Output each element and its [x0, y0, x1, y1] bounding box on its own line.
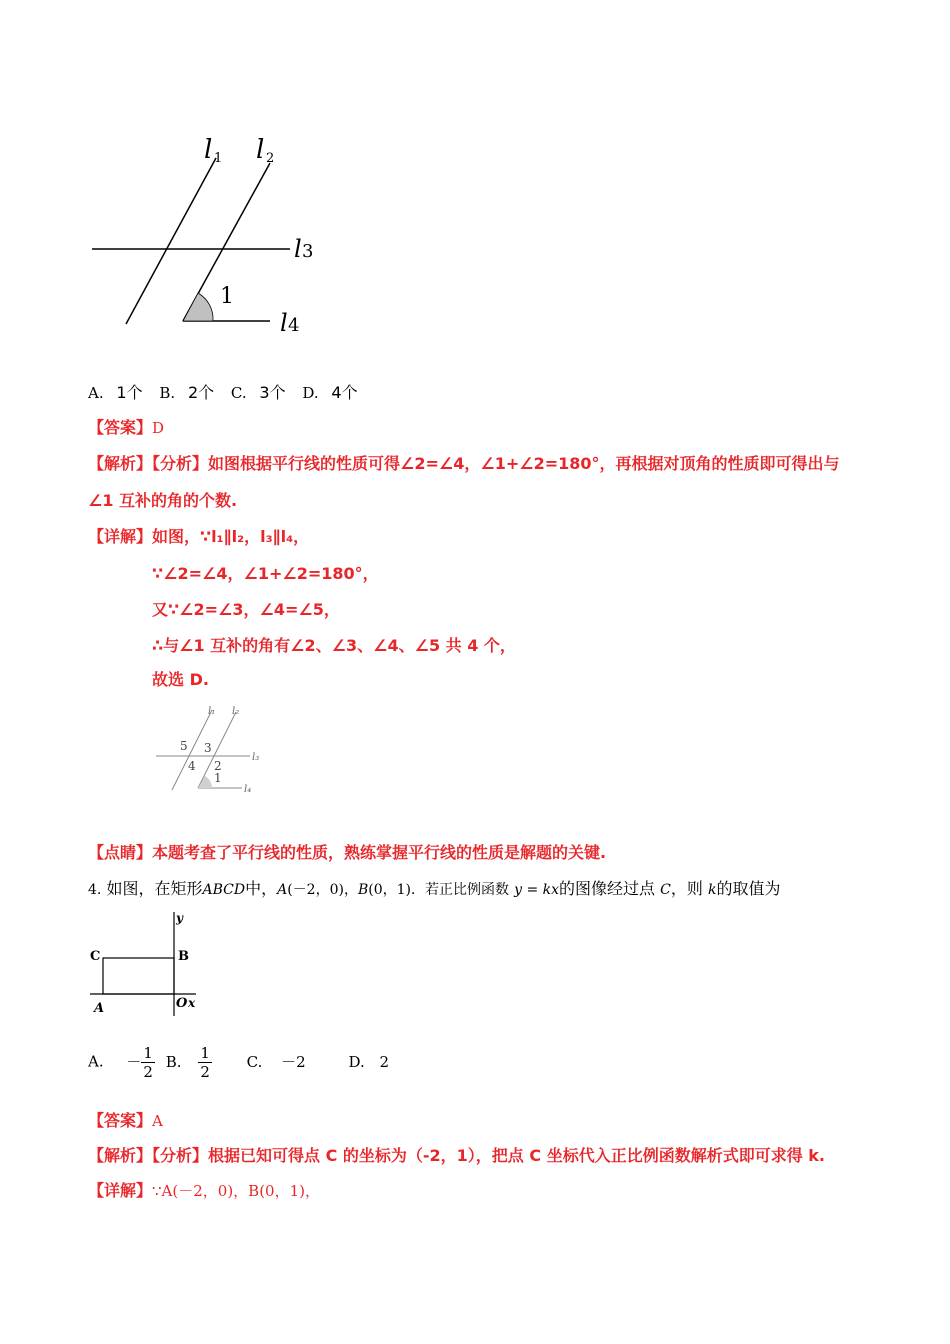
- q4-number: 4.: [88, 882, 102, 898]
- q4-coord-b: (0，1)．若正比例函数: [368, 882, 510, 898]
- q4-stem-b: 中，: [245, 879, 278, 898]
- label-l2: l: [256, 135, 265, 165]
- q4-option-b-denominator: 2: [200, 1063, 210, 1081]
- parallel-lines-figure: [80, 128, 340, 348]
- q4-point-b: B: [357, 882, 369, 898]
- fig2-label-l1: l₁: [208, 706, 216, 717]
- q4-analysis-tag: 【解析】【分析】: [88, 1146, 209, 1165]
- fig2-angle-3: 3: [204, 741, 212, 755]
- q3-analysis-line-1: [88, 451, 840, 474]
- q4-k: k: [707, 882, 717, 898]
- q3-option-c-key: C.: [230, 384, 247, 402]
- q4-option-c-key: C.: [246, 1052, 263, 1071]
- rectangle-figure: [86, 908, 216, 1018]
- q3-note: [88, 840, 606, 863]
- q4-detail-text: ∵A(－2，0)，B(0，1)，: [152, 1182, 320, 1200]
- label-l3-sub: 3: [302, 241, 314, 262]
- q3-detail-text-0: 如图，∵l₁∥l₂，l₃∥l₄，: [152, 527, 310, 546]
- q4-detail: [88, 1178, 320, 1201]
- q3-option-a-key: A.: [88, 384, 104, 402]
- label-l1-sub: 1: [214, 151, 223, 166]
- q3-option-a-value: 1个: [116, 383, 143, 402]
- fig-label-c: C: [90, 949, 101, 964]
- q3-answer-value: D: [152, 419, 165, 437]
- q4-option-d-key: D.: [348, 1052, 365, 1071]
- q4-option-b-key: B.: [165, 1052, 182, 1071]
- q3-analysis-line-2: [88, 488, 237, 511]
- label-l2-sub: 2: [266, 151, 275, 166]
- q3-analysis-tag: 【解析】【分析】: [88, 454, 209, 473]
- q4-answer-tag: 【答案】: [88, 1111, 153, 1130]
- q4-analysis: [88, 1143, 825, 1166]
- q4-detail-tag: 【详解】: [88, 1181, 153, 1200]
- q4-rect-name: ABCD: [202, 882, 246, 898]
- q3-option-b-key: B.: [159, 384, 176, 402]
- rectangle-abcd: [103, 958, 174, 994]
- fig2-angle-5: 5: [180, 739, 188, 753]
- q3-detail-line-3: ∴与∠1 互补的角有∠2、∠3、∠4、∠5 共 4 个，: [152, 636, 516, 655]
- q4-option-d-value: 2: [379, 1052, 390, 1071]
- q3-detail-tag: 【详解】: [88, 527, 153, 546]
- fig2-angle-2: 2: [214, 759, 222, 773]
- q3-option-d-key: D.: [302, 384, 319, 402]
- fig2-label-l3: l₃: [252, 752, 260, 763]
- fig-label-b: B: [178, 949, 189, 964]
- q4-function: y = kx: [514, 882, 560, 898]
- label-l4-sub: 4: [288, 315, 300, 336]
- q4-stem: [88, 876, 780, 899]
- fig-label-o: O: [176, 996, 188, 1011]
- q3-note-text: 本题考查了平行线的性质，熟练掌握平行线的性质是解题的关键.: [152, 843, 607, 862]
- q4-option-b-fraction: [198, 1044, 212, 1081]
- q4-option-a-sign: －: [126, 1052, 142, 1071]
- label-l1: l: [204, 135, 213, 165]
- q3-option-c-value: 3个: [259, 383, 286, 402]
- fig2-angle-1: 1: [214, 771, 222, 785]
- q4-stem-d: ，则: [670, 879, 703, 898]
- q3-note-tag: 【点睛】: [88, 843, 153, 862]
- label-l3: l: [294, 235, 302, 263]
- q4-point-c: C: [660, 882, 671, 898]
- label-l4: l: [280, 309, 288, 337]
- q4-option-a-key: A.: [88, 1052, 104, 1071]
- q4-stem-e: 的取值为: [716, 879, 781, 898]
- q4-option-b-numerator: 1: [200, 1044, 210, 1062]
- fig2-label-l2: l₂: [232, 706, 240, 717]
- angle-1-shade: [183, 293, 213, 321]
- q3-option-b-value: 2个: [187, 383, 215, 402]
- q3-analysis-text-2: ∠1 互补的角的个数.: [88, 491, 238, 510]
- q4-option-a-denominator: 2: [143, 1063, 153, 1081]
- labeled-angles-figure: [150, 700, 270, 800]
- q3-detail-line-4: 故选 D.: [152, 670, 209, 689]
- q3-answer: [88, 415, 164, 438]
- q4-answer-value: A: [152, 1112, 163, 1130]
- fig-label-a: A: [94, 1001, 105, 1016]
- fig2-angle-4: 4: [188, 759, 196, 773]
- q4-coord-a: (－2，0)，: [287, 882, 358, 898]
- q4-stem-a: 如图，在矩形: [106, 879, 203, 898]
- q3-detail-line-2: 又∵∠2=∠3，∠4=∠5，: [152, 600, 340, 619]
- fig2-label-l4: l₄: [244, 784, 252, 795]
- q4-answer: [88, 1108, 163, 1131]
- q4-option-a-numerator: 1: [143, 1044, 153, 1062]
- q4-stem-c: 的图像经过点: [559, 879, 656, 898]
- fig-label-y: y: [176, 911, 183, 925]
- fig-label-x: x: [188, 996, 196, 1010]
- fig2-angle-shade: [198, 776, 212, 788]
- q3-options: [88, 380, 358, 403]
- q3-analysis-text-1: 如图根据平行线的性质可得∠2=∠4，∠1+∠2=180°，再根据对顶角的性质即可得出与: [208, 454, 840, 473]
- q4-option-c-value: －2: [281, 1052, 306, 1071]
- q4-analysis-text: 根据已知可得点 C 的坐标为（-2，1），把点 C 坐标代入正比例函数解析式即可求得 k.: [208, 1146, 825, 1165]
- q3-answer-tag: 【答案】: [88, 418, 153, 437]
- q4-options: [88, 1044, 389, 1081]
- label-angle-1: 1: [220, 284, 234, 309]
- q3-detail-line-1: ∵∠2=∠4，∠1+∠2=180°，: [152, 564, 379, 583]
- q4-option-a-fraction: [141, 1044, 155, 1081]
- q3-option-d-value: 4个: [331, 383, 358, 402]
- q4-point-a: A: [277, 882, 288, 898]
- q3-detail-line-0: [88, 524, 309, 547]
